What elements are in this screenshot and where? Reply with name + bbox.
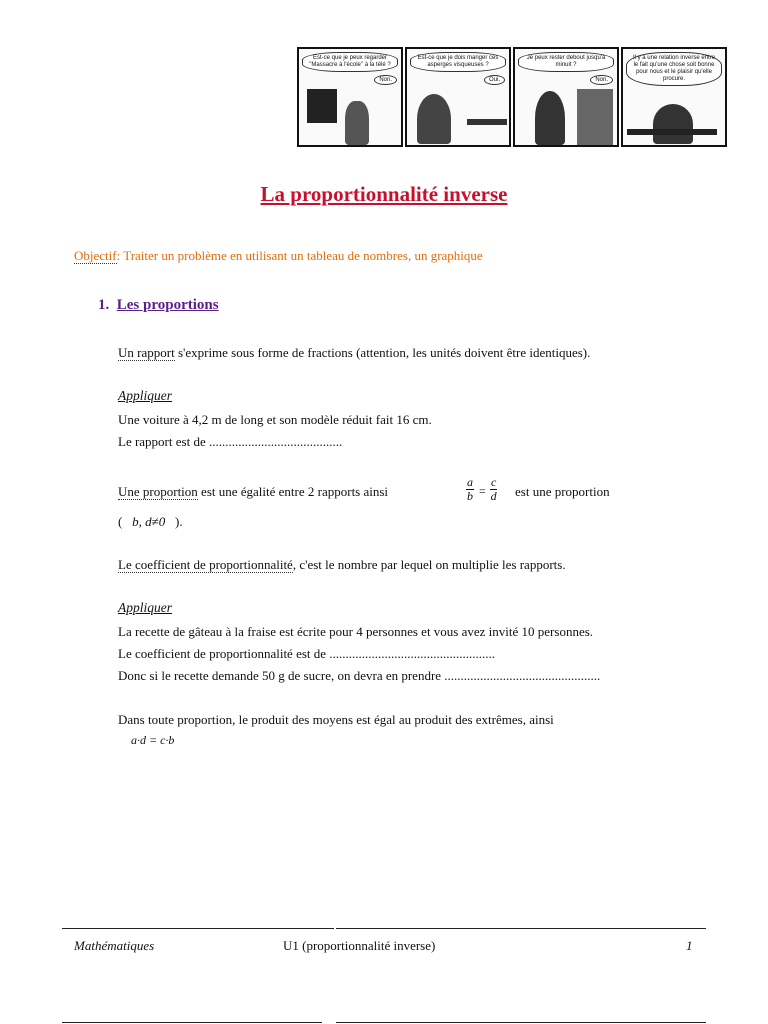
bottom-divider-right xyxy=(336,1022,706,1023)
reply-bubble: Oui. xyxy=(484,75,505,85)
comic-panel-4 xyxy=(621,47,727,147)
speech-bubble: Est-ce que je dois manger ces asperges visqueuses ? xyxy=(410,52,506,72)
comic-strip xyxy=(297,47,727,147)
condition-expression: b, d≠0 xyxy=(132,514,166,529)
numerator-a: a xyxy=(467,475,473,489)
page-title: La proportionnalité inverse xyxy=(260,182,508,206)
apply2-line2: Le coefficient de proportionnalité est de ................................................... xyxy=(118,646,496,661)
comic-panel-1 xyxy=(297,47,403,147)
fraction-c-d xyxy=(490,476,497,503)
comic-panel-2 xyxy=(405,47,511,147)
objective-text: : Traiter un problème en utilisant un tableau de nombres, un graphique xyxy=(116,248,483,263)
apply-label: Appliquer xyxy=(118,388,172,403)
equals-sign: = xyxy=(479,484,486,498)
comic-panel-3 xyxy=(513,47,619,147)
fraction-a-b xyxy=(466,476,474,503)
footer-divider-right xyxy=(336,928,706,929)
product-formula: a·d = c·b xyxy=(131,733,175,747)
section-number: 1. xyxy=(98,297,110,313)
product-rule: Dans toute proportion, le produit des moyens est égal au produit des extrêmes, ainsi xyxy=(118,712,554,727)
reply-bubble: Non. xyxy=(590,75,613,85)
reply-bubble: Non. xyxy=(374,75,397,85)
objective-line xyxy=(74,248,483,264)
apply2-line3: Donc si le recette demande 50 g de sucre, on devra en prendre ................................................ xyxy=(118,668,601,683)
coefficient-term: Le coefficient de proportionnalité xyxy=(118,557,293,572)
speech-bubble: Je peux rester debout jusqu'à minuit ? xyxy=(518,52,614,72)
footer-divider-left xyxy=(62,928,334,929)
proportion-text: est une égalité entre 2 rapports ainsi xyxy=(197,484,389,499)
proportion-tail: est une proportion xyxy=(515,484,610,499)
speech-bubble: Il y a une relation inverse entre le fait qu'une chose soit bonne pour nous et le plaisir qu'elle procure. xyxy=(626,52,722,86)
rapport-definition xyxy=(118,345,590,361)
page-number: 1 xyxy=(686,938,693,953)
rapport-term: Un rapport xyxy=(118,345,175,360)
rapport-text: s'exprime sous forme de fractions (attention, les unités doivent être identiques). xyxy=(174,345,591,360)
coefficient-definition xyxy=(118,557,566,573)
proportion-condition: ( b, d≠0 ). xyxy=(118,514,183,529)
apply1-line1: Une voiture à 4,2 m de long et son modèle réduit fait 16 cm. xyxy=(118,412,432,427)
coefficient-text: , c'est le nombre par lequel on multiplie les rapports. xyxy=(292,557,566,572)
denominator-d: d xyxy=(490,489,497,503)
footer-unit: U1 (proportionnalité inverse) xyxy=(283,938,436,953)
denominator-b: b xyxy=(467,489,473,503)
footer-subject: Mathématiques xyxy=(74,938,155,953)
apply2-line1: La recette de gâteau à la fraise est écrite pour 4 personnes et vous avez invité 10 personnes. xyxy=(118,624,594,639)
speech-bubble: Est-ce que je peux regarder "Massacre à l'école" à la télé ? xyxy=(302,52,398,72)
objective-label: Objectif xyxy=(74,248,117,263)
bottom-divider-left xyxy=(62,1022,322,1023)
section-title: Les proportions xyxy=(116,297,219,313)
proportion-definition xyxy=(118,484,388,500)
numerator-c: c xyxy=(491,475,497,489)
proportion-term: Une proportion xyxy=(118,484,198,499)
apply-label: Appliquer xyxy=(118,600,172,615)
section-heading xyxy=(98,297,219,314)
apply1-line2: Le rapport est de ......................................... xyxy=(118,434,343,449)
